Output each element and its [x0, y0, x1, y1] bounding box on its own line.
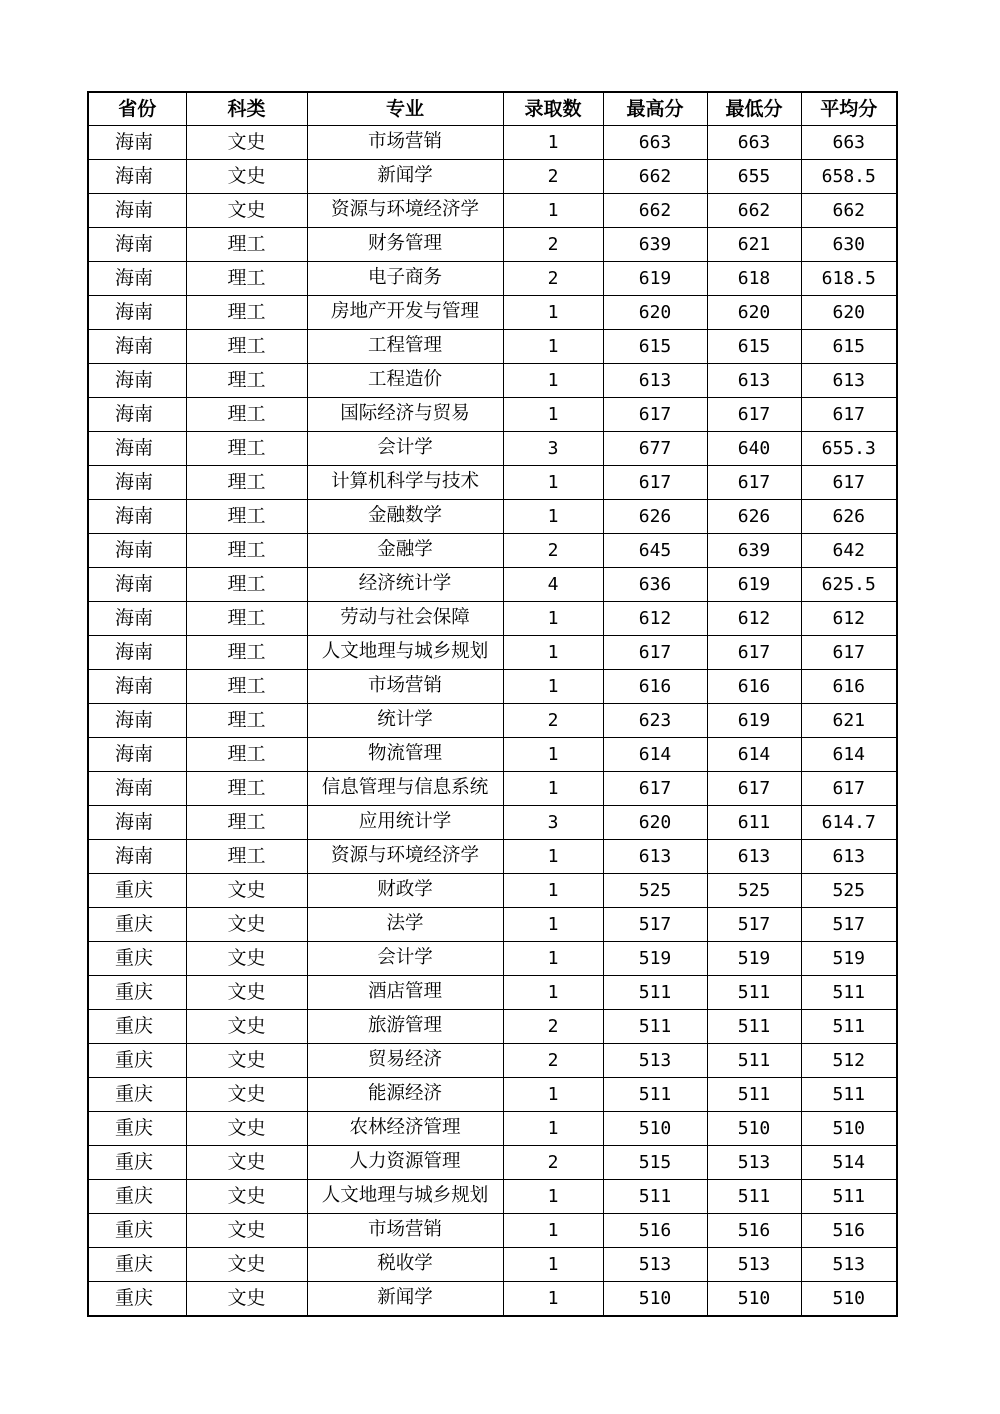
major-cell: 资源与环境经济学	[307, 840, 503, 874]
table-row	[88, 432, 897, 466]
province-cell: 海南	[88, 500, 186, 534]
table-row	[88, 466, 897, 500]
category-cell: 文史	[186, 1112, 307, 1146]
category-cell: 理工	[186, 228, 307, 262]
avg-score-cell: 511	[801, 976, 897, 1010]
major-cell: 人文地理与城乡规划	[307, 636, 503, 670]
major-cell: 农林经济管理	[307, 1112, 503, 1146]
province-cell: 海南	[88, 364, 186, 398]
category-cell: 文史	[186, 160, 307, 194]
category-cell: 理工	[186, 704, 307, 738]
max-score-cell: 517	[603, 908, 707, 942]
max-score-cell: 511	[603, 1078, 707, 1112]
avg-score-cell: 510	[801, 1112, 897, 1146]
avg-score-cell: 655.3	[801, 432, 897, 466]
table-row	[88, 636, 897, 670]
min-score-cell: 640	[707, 432, 801, 466]
admission-score-table	[87, 91, 898, 1317]
table-row	[88, 1078, 897, 1112]
major-cell: 劳动与社会保障	[307, 602, 503, 636]
admitted-cell: 1	[503, 908, 603, 942]
admitted-cell: 1	[503, 772, 603, 806]
table-row	[88, 1146, 897, 1180]
col-header-min-score: 最低分	[707, 92, 801, 126]
avg-score-cell: 512	[801, 1044, 897, 1078]
table-row	[88, 908, 897, 942]
admitted-cell: 1	[503, 670, 603, 704]
avg-score-cell: 630	[801, 228, 897, 262]
max-score-cell: 620	[603, 806, 707, 840]
major-cell: 房地产开发与管理	[307, 296, 503, 330]
table-row	[88, 704, 897, 738]
major-cell: 新闻学	[307, 160, 503, 194]
header-row	[88, 92, 897, 126]
admitted-cell: 1	[503, 466, 603, 500]
avg-score-cell: 621	[801, 704, 897, 738]
avg-score-cell: 617	[801, 398, 897, 432]
col-header-category: 科类	[186, 92, 307, 126]
table-row	[88, 602, 897, 636]
avg-score-cell: 513	[801, 1248, 897, 1282]
category-cell: 理工	[186, 330, 307, 364]
avg-score-cell: 663	[801, 126, 897, 160]
avg-score-cell: 658.5	[801, 160, 897, 194]
major-cell: 能源经济	[307, 1078, 503, 1112]
major-cell: 酒店管理	[307, 976, 503, 1010]
avg-score-cell: 612	[801, 602, 897, 636]
admitted-cell: 2	[503, 262, 603, 296]
province-cell: 海南	[88, 160, 186, 194]
table-row	[88, 1282, 897, 1317]
min-score-cell: 617	[707, 772, 801, 806]
category-cell: 理工	[186, 432, 307, 466]
province-cell: 海南	[88, 534, 186, 568]
table-row	[88, 296, 897, 330]
major-cell: 会计学	[307, 432, 503, 466]
col-header-avg-score: 平均分	[801, 92, 897, 126]
province-cell: 重庆	[88, 1282, 186, 1317]
table-row	[88, 874, 897, 908]
category-cell: 文史	[186, 1180, 307, 1214]
max-score-cell: 623	[603, 704, 707, 738]
major-cell: 资源与环境经济学	[307, 194, 503, 228]
min-score-cell: 525	[707, 874, 801, 908]
admitted-cell: 4	[503, 568, 603, 602]
table-row	[88, 942, 897, 976]
major-cell: 会计学	[307, 942, 503, 976]
table-row	[88, 1044, 897, 1078]
avg-score-cell: 642	[801, 534, 897, 568]
province-cell: 海南	[88, 670, 186, 704]
admitted-cell: 1	[503, 874, 603, 908]
admitted-cell: 2	[503, 1044, 603, 1078]
avg-score-cell: 616	[801, 670, 897, 704]
avg-score-cell: 519	[801, 942, 897, 976]
max-score-cell: 616	[603, 670, 707, 704]
category-cell: 理工	[186, 568, 307, 602]
admitted-cell: 1	[503, 194, 603, 228]
major-cell: 国际经济与贸易	[307, 398, 503, 432]
max-score-cell: 511	[603, 1010, 707, 1044]
category-cell: 理工	[186, 398, 307, 432]
avg-score-cell: 626	[801, 500, 897, 534]
province-cell: 海南	[88, 466, 186, 500]
max-score-cell: 617	[603, 398, 707, 432]
category-cell: 文史	[186, 908, 307, 942]
category-cell: 文史	[186, 976, 307, 1010]
table-body	[88, 126, 897, 1317]
table-row	[88, 1112, 897, 1146]
province-cell: 重庆	[88, 1112, 186, 1146]
avg-score-cell: 517	[801, 908, 897, 942]
major-cell: 市场营销	[307, 670, 503, 704]
category-cell: 理工	[186, 840, 307, 874]
province-cell: 重庆	[88, 1180, 186, 1214]
min-score-cell: 619	[707, 568, 801, 602]
max-score-cell: 636	[603, 568, 707, 602]
table-row	[88, 194, 897, 228]
province-cell: 海南	[88, 636, 186, 670]
major-cell: 税收学	[307, 1248, 503, 1282]
max-score-cell: 626	[603, 500, 707, 534]
major-cell: 应用统计学	[307, 806, 503, 840]
province-cell: 重庆	[88, 976, 186, 1010]
admitted-cell: 1	[503, 500, 603, 534]
col-header-admitted: 录取数	[503, 92, 603, 126]
avg-score-cell: 613	[801, 840, 897, 874]
admitted-cell: 2	[503, 1146, 603, 1180]
table-row	[88, 534, 897, 568]
major-cell: 金融数学	[307, 500, 503, 534]
avg-score-cell: 613	[801, 364, 897, 398]
max-score-cell: 519	[603, 942, 707, 976]
table-row	[88, 1214, 897, 1248]
min-score-cell: 639	[707, 534, 801, 568]
province-cell: 海南	[88, 296, 186, 330]
min-score-cell: 662	[707, 194, 801, 228]
table-row	[88, 568, 897, 602]
min-score-cell: 511	[707, 1010, 801, 1044]
major-cell: 财务管理	[307, 228, 503, 262]
admitted-cell: 1	[503, 1214, 603, 1248]
max-score-cell: 619	[603, 262, 707, 296]
min-score-cell: 614	[707, 738, 801, 772]
table-row	[88, 330, 897, 364]
min-score-cell: 519	[707, 942, 801, 976]
min-score-cell: 611	[707, 806, 801, 840]
table-header	[88, 92, 897, 126]
avg-score-cell: 615	[801, 330, 897, 364]
category-cell: 文史	[186, 1282, 307, 1317]
major-cell: 信息管理与信息系统	[307, 772, 503, 806]
max-score-cell: 515	[603, 1146, 707, 1180]
max-score-cell: 511	[603, 976, 707, 1010]
major-cell: 贸易经济	[307, 1044, 503, 1078]
max-score-cell: 612	[603, 602, 707, 636]
admitted-cell: 1	[503, 840, 603, 874]
admitted-cell: 2	[503, 1010, 603, 1044]
max-score-cell: 617	[603, 772, 707, 806]
category-cell: 理工	[186, 466, 307, 500]
major-cell: 新闻学	[307, 1282, 503, 1317]
table-row	[88, 398, 897, 432]
province-cell: 海南	[88, 398, 186, 432]
admitted-cell: 1	[503, 942, 603, 976]
table-row	[88, 500, 897, 534]
min-score-cell: 513	[707, 1146, 801, 1180]
table-row	[88, 976, 897, 1010]
major-cell: 工程管理	[307, 330, 503, 364]
table-row	[88, 1248, 897, 1282]
min-score-cell: 617	[707, 636, 801, 670]
major-cell: 法学	[307, 908, 503, 942]
province-cell: 海南	[88, 840, 186, 874]
max-score-cell: 510	[603, 1282, 707, 1317]
major-cell: 金融学	[307, 534, 503, 568]
admitted-cell: 1	[503, 1282, 603, 1317]
max-score-cell: 662	[603, 194, 707, 228]
major-cell: 市场营销	[307, 1214, 503, 1248]
major-cell: 计算机科学与技术	[307, 466, 503, 500]
admitted-cell: 1	[503, 126, 603, 160]
admitted-cell: 1	[503, 976, 603, 1010]
max-score-cell: 613	[603, 364, 707, 398]
min-score-cell: 618	[707, 262, 801, 296]
admitted-cell: 1	[503, 1180, 603, 1214]
admitted-cell: 1	[503, 1112, 603, 1146]
col-header-max-score: 最高分	[603, 92, 707, 126]
table-row	[88, 364, 897, 398]
min-score-cell: 511	[707, 1180, 801, 1214]
category-cell: 理工	[186, 364, 307, 398]
category-cell: 理工	[186, 806, 307, 840]
admitted-cell: 2	[503, 534, 603, 568]
avg-score-cell: 617	[801, 772, 897, 806]
category-cell: 理工	[186, 636, 307, 670]
admitted-cell: 1	[503, 1078, 603, 1112]
category-cell: 文史	[186, 1248, 307, 1282]
min-score-cell: 510	[707, 1282, 801, 1317]
province-cell: 重庆	[88, 1146, 186, 1180]
province-cell: 海南	[88, 228, 186, 262]
category-cell: 理工	[186, 772, 307, 806]
min-score-cell: 513	[707, 1248, 801, 1282]
min-score-cell: 663	[707, 126, 801, 160]
table-row	[88, 806, 897, 840]
admitted-cell: 2	[503, 160, 603, 194]
max-score-cell: 513	[603, 1248, 707, 1282]
col-header-major: 专业	[307, 92, 503, 126]
province-cell: 重庆	[88, 908, 186, 942]
major-cell: 电子商务	[307, 262, 503, 296]
category-cell: 理工	[186, 738, 307, 772]
province-cell: 重庆	[88, 1248, 186, 1282]
province-cell: 海南	[88, 330, 186, 364]
province-cell: 海南	[88, 568, 186, 602]
avg-score-cell: 525	[801, 874, 897, 908]
table-row	[88, 126, 897, 160]
max-score-cell: 614	[603, 738, 707, 772]
category-cell: 文史	[186, 1146, 307, 1180]
province-cell: 海南	[88, 602, 186, 636]
min-score-cell: 617	[707, 398, 801, 432]
max-score-cell: 513	[603, 1044, 707, 1078]
province-cell: 重庆	[88, 874, 186, 908]
admitted-cell: 1	[503, 296, 603, 330]
max-score-cell: 677	[603, 432, 707, 466]
admitted-cell: 1	[503, 364, 603, 398]
min-score-cell: 511	[707, 1044, 801, 1078]
major-cell: 统计学	[307, 704, 503, 738]
table-row	[88, 738, 897, 772]
min-score-cell: 616	[707, 670, 801, 704]
min-score-cell: 620	[707, 296, 801, 330]
major-cell: 经济统计学	[307, 568, 503, 602]
min-score-cell: 516	[707, 1214, 801, 1248]
province-cell: 海南	[88, 432, 186, 466]
avg-score-cell: 620	[801, 296, 897, 330]
avg-score-cell: 617	[801, 636, 897, 670]
province-cell: 海南	[88, 704, 186, 738]
min-score-cell: 510	[707, 1112, 801, 1146]
category-cell: 理工	[186, 262, 307, 296]
avg-score-cell: 617	[801, 466, 897, 500]
admitted-cell: 1	[503, 330, 603, 364]
max-score-cell: 613	[603, 840, 707, 874]
max-score-cell: 617	[603, 636, 707, 670]
category-cell: 文史	[186, 1078, 307, 1112]
major-cell: 市场营销	[307, 126, 503, 160]
max-score-cell: 645	[603, 534, 707, 568]
admitted-cell: 3	[503, 806, 603, 840]
province-cell: 重庆	[88, 1078, 186, 1112]
admitted-cell: 1	[503, 1248, 603, 1282]
max-score-cell: 615	[603, 330, 707, 364]
major-cell: 财政学	[307, 874, 503, 908]
avg-score-cell: 662	[801, 194, 897, 228]
avg-score-cell: 614	[801, 738, 897, 772]
admitted-cell: 1	[503, 738, 603, 772]
avg-score-cell: 625.5	[801, 568, 897, 602]
province-cell: 重庆	[88, 942, 186, 976]
province-cell: 海南	[88, 738, 186, 772]
min-score-cell: 655	[707, 160, 801, 194]
category-cell: 理工	[186, 602, 307, 636]
max-score-cell: 617	[603, 466, 707, 500]
category-cell: 理工	[186, 670, 307, 704]
province-cell: 海南	[88, 126, 186, 160]
major-cell: 人力资源管理	[307, 1146, 503, 1180]
avg-score-cell: 511	[801, 1180, 897, 1214]
province-cell: 重庆	[88, 1214, 186, 1248]
table-row	[88, 160, 897, 194]
admitted-cell: 2	[503, 704, 603, 738]
category-cell: 理工	[186, 296, 307, 330]
table-row	[88, 262, 897, 296]
min-score-cell: 619	[707, 704, 801, 738]
table-row	[88, 1010, 897, 1044]
major-cell: 工程造价	[307, 364, 503, 398]
min-score-cell: 621	[707, 228, 801, 262]
min-score-cell: 626	[707, 500, 801, 534]
admitted-cell: 1	[503, 636, 603, 670]
category-cell: 理工	[186, 534, 307, 568]
province-cell: 海南	[88, 806, 186, 840]
category-cell: 文史	[186, 1010, 307, 1044]
major-cell: 旅游管理	[307, 1010, 503, 1044]
min-score-cell: 612	[707, 602, 801, 636]
min-score-cell: 617	[707, 466, 801, 500]
table-row	[88, 772, 897, 806]
admitted-cell: 1	[503, 602, 603, 636]
min-score-cell: 517	[707, 908, 801, 942]
category-cell: 文史	[186, 942, 307, 976]
table-row	[88, 670, 897, 704]
table-row	[88, 1180, 897, 1214]
avg-score-cell: 514	[801, 1146, 897, 1180]
admitted-cell: 3	[503, 432, 603, 466]
max-score-cell: 525	[603, 874, 707, 908]
max-score-cell: 510	[603, 1112, 707, 1146]
max-score-cell: 511	[603, 1180, 707, 1214]
min-score-cell: 511	[707, 976, 801, 1010]
category-cell: 文史	[186, 126, 307, 160]
avg-score-cell: 614.7	[801, 806, 897, 840]
avg-score-cell: 516	[801, 1214, 897, 1248]
table-row	[88, 228, 897, 262]
avg-score-cell: 510	[801, 1282, 897, 1317]
category-cell: 文史	[186, 194, 307, 228]
province-cell: 重庆	[88, 1044, 186, 1078]
avg-score-cell: 511	[801, 1078, 897, 1112]
col-header-province: 省份	[88, 92, 186, 126]
avg-score-cell: 618.5	[801, 262, 897, 296]
max-score-cell: 516	[603, 1214, 707, 1248]
max-score-cell: 662	[603, 160, 707, 194]
province-cell: 海南	[88, 262, 186, 296]
province-cell: 海南	[88, 772, 186, 806]
min-score-cell: 615	[707, 330, 801, 364]
max-score-cell: 663	[603, 126, 707, 160]
province-cell: 重庆	[88, 1010, 186, 1044]
admitted-cell: 1	[503, 398, 603, 432]
category-cell: 文史	[186, 1214, 307, 1248]
avg-score-cell: 511	[801, 1010, 897, 1044]
max-score-cell: 639	[603, 228, 707, 262]
province-cell: 海南	[88, 194, 186, 228]
min-score-cell: 613	[707, 840, 801, 874]
major-cell: 人文地理与城乡规划	[307, 1180, 503, 1214]
category-cell: 文史	[186, 874, 307, 908]
min-score-cell: 511	[707, 1078, 801, 1112]
category-cell: 理工	[186, 500, 307, 534]
table-row	[88, 840, 897, 874]
admitted-cell: 2	[503, 228, 603, 262]
major-cell: 物流管理	[307, 738, 503, 772]
category-cell: 文史	[186, 1044, 307, 1078]
min-score-cell: 613	[707, 364, 801, 398]
max-score-cell: 620	[603, 296, 707, 330]
